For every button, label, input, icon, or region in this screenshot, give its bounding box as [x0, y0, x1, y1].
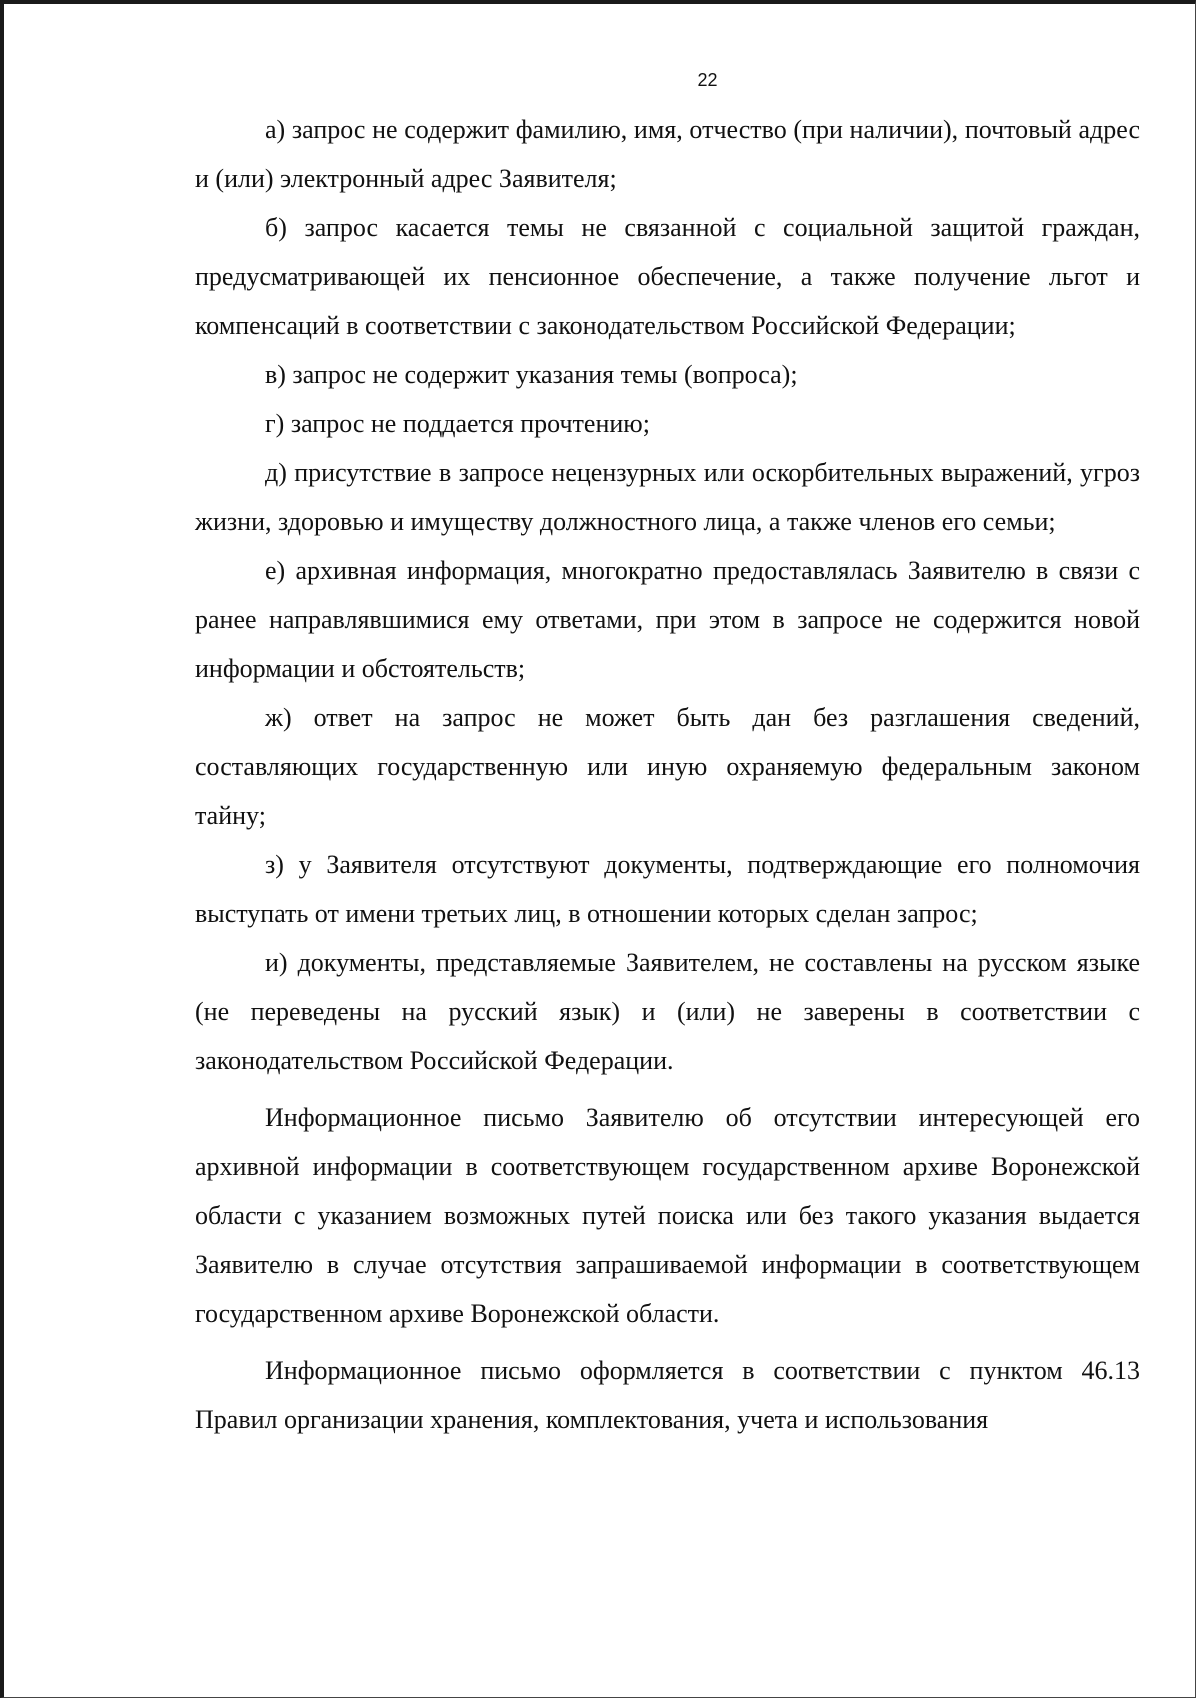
paragraph-item-v: в) запрос не содержит указания темы (вопроса); [265, 360, 798, 389]
paragraph-item-g: г) запрос не поддается прочтению; [265, 409, 650, 438]
document-page [195, 70, 1140, 1444]
paragraph-item-b: б) запрос касается темы не связанной с социальной защитой граждан, предусматривающей их пенсионное обеспечение, а также получение льгот и компенсаций в соответствии с законодательством Российской Федерации; [195, 213, 1140, 340]
paragraph-item-i: и) документы, представляемые Заявителем, не составлены на русском языке (не переведены на русский язык) и (или) не заверены в соответствии с законодательством Российской Федерации. [195, 948, 1140, 1075]
paragraph-item-zh: ж) ответ на запрос не может быть дан без разглашения сведений, составляющих государственную или иную охраняемую федеральным законом тайну; [195, 703, 1140, 830]
paragraph-info-letter-issuance: Информационное письмо Заявителю об отсутствии интересующей его архивной информации в соответствующем государственном архиве Воронежской области с указанием возможных путей поиска или без такого указания выдается Заявителю в случае отсутствия запрашиваемой информации в соответствующем государственном архиве Воронежской области. [195, 1103, 1140, 1328]
paragraph-item-a: а) запрос не содержит фамилию, имя, отчество (при наличии), почтовый адрес и (или) электронный адрес Заявителя; [195, 115, 1140, 193]
paragraph-item-e: е) архивная информация, многократно предоставлялась Заявителю в связи с ранее направлявшимися ему ответами, при этом в запросе не содержится новой информации и обстоятельств; [195, 556, 1140, 683]
paragraph-item-z: з) у Заявителя отсутствуют документы, подтверждающие его полномочия выступать от имени третьих лиц, в отношении которых сделан запрос; [195, 850, 1140, 928]
paragraph-item-d: д) присутствие в запросе нецензурных или оскорбительных выражений, угроз жизни, здоровью и имуществу должностного лица, а также членов его семьи; [195, 458, 1140, 536]
paragraph-info-letter-format: Информационное письмо оформляется в соответствии с пунктом 46.13 Правил организации хранения, комплектования, учета и использования [195, 1356, 1140, 1434]
page-number: 22 [697, 70, 718, 90]
